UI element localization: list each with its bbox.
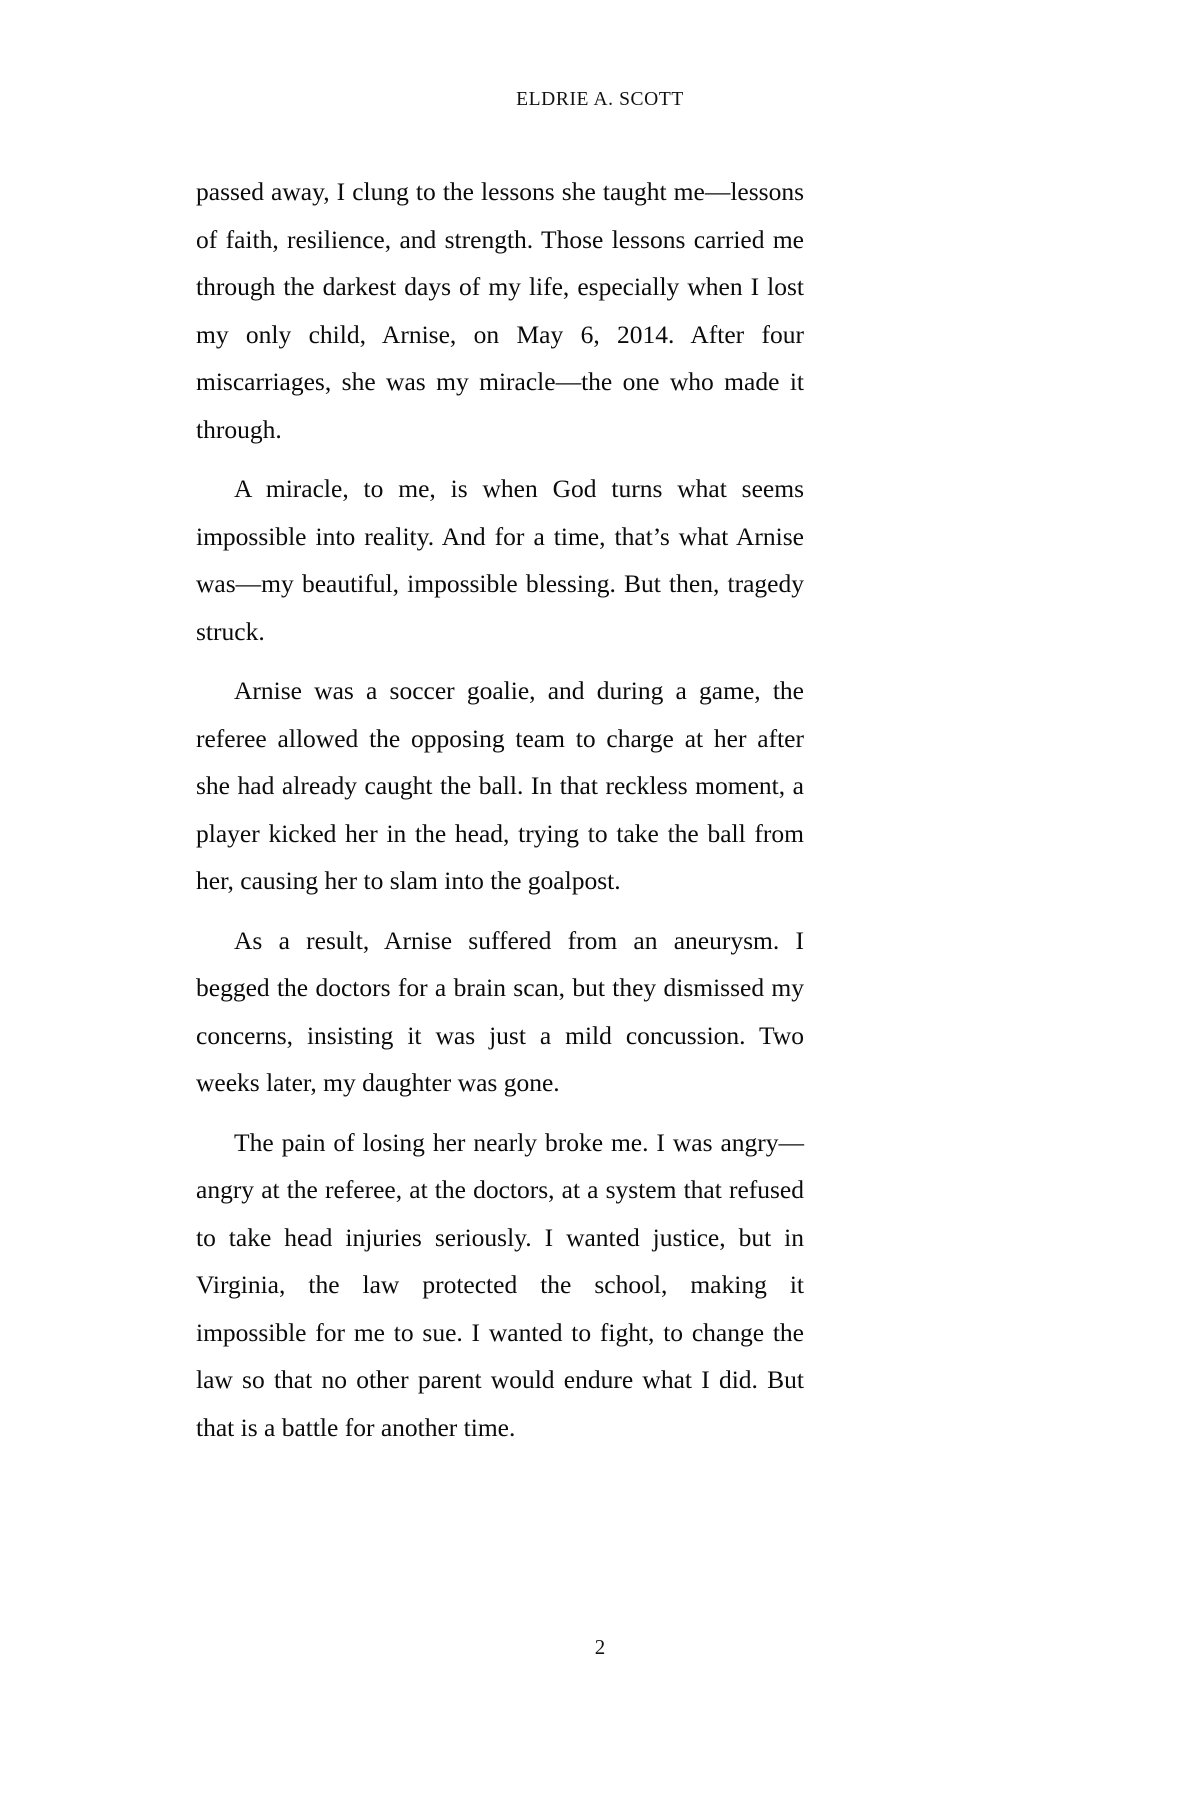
body-paragraph-5: The pain of losing her nearly broke me. I was angry—angry at the referee, at the doctors, at a system that refused to take head injuries seriously. I wanted justice, but in Virginia, the law protected the school, making it impossible for me to sue. I wanted to fight, to change the law so that no other parent would endure what I did. But that is a battle for another time. [196, 1127, 804, 1442]
running-header: ELDRIE A. SCOTT [516, 89, 684, 110]
body-paragraph-2: A miracle, to me, is when God turns what seems impossible into reality. And for a time, that’s what Arnise was—my beautiful, impossible blessing. But then, tragedy struck. [196, 474, 804, 646]
page-number: 2 [594, 1635, 606, 1659]
body-paragraph-4: As a result, Arnise suffered from an aneurysm. I begged the doctors for a brain scan, but they dismissed my concerns, insisting it was just a mild concussion. Two weeks later, my daughter was gone. [196, 925, 804, 1097]
body-paragraph-1: passed away, I clung to the lessons she taught me—lessons of faith, resilience, and strength. Those lessons carried me through the darkest days of my life, especially when I lost my only child, Arnise, on May 6, 2014. After four miscarriages, she was my miracle—the one who made it through. [196, 177, 804, 444]
body-paragraph-3: Arnise was a soccer goalie, and during a game, the referee allowed the opposing team to charge at her after she had already caught the ball. In that reckless moment, a player kicked her in the head, trying to take the ball from her, causing her to slam into the goalpost. [196, 676, 804, 895]
body-text-column [196, 168, 804, 1463]
